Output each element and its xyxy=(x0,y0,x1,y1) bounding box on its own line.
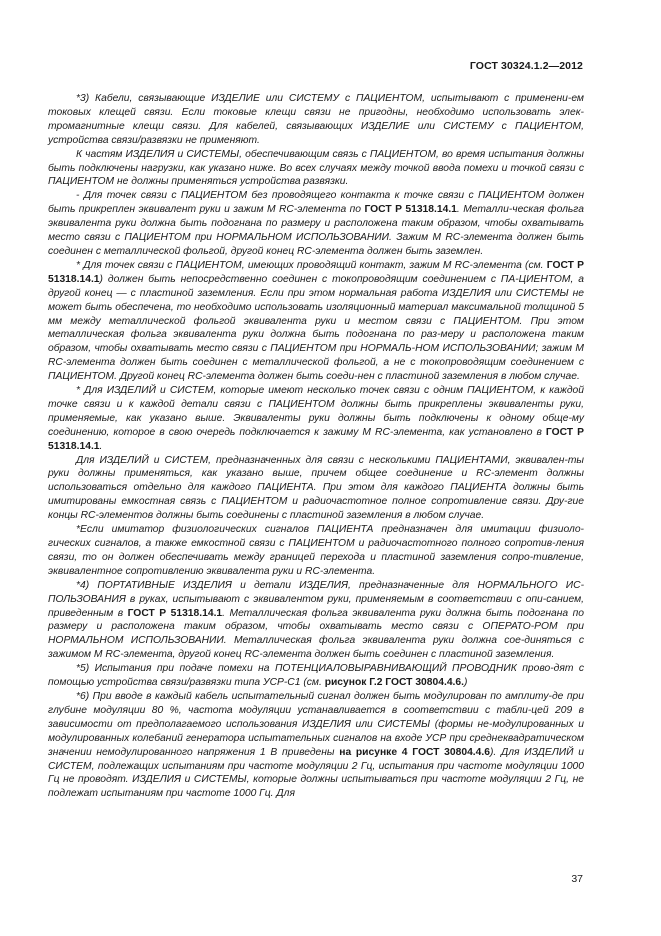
paragraph-text: *4) ПОРТАТИВНЫЕ ИЗДЕЛИЯ и детали ИЗДЕЛИЯ, предназначенные для НОРМАЛЬНОГО ИС-ПОЛЬЗОВАНИЯ в руках, испытывают с эквивалентом руки, применяемым в соответствии с опи-санием, приведенным в xyxy=(48,579,584,619)
standard-reference: ГОСТ Р 51318.14.1 xyxy=(48,426,584,452)
body-paragraph xyxy=(48,148,584,190)
paragraph-text: . Металли-ческая фольга эквивалента руки должна быть подогнана по размеру и расположена таким образом, чтобы охватывать место связи с ПАЦИЕНТОМ при НОРМАЛЬНОМ ИСПОЛЬЗОВАНИИ. Зажим М RC-элемента должен быть соединен с металлической фольгой, другой конец RC-элемента должен быть заземлен. xyxy=(48,204,584,257)
paragraph-text: ). Для ИЗДЕЛИЙ и СИСТЕМ, подлежащих испытаниям при частоте модуляции 2 Гц, испытания при частоте модуляции 1000 Гц не проводят. ИЗДЕЛИЯ и СИСТЕМЫ, которые должны испытываться при частоте модуляции 2 Гц, не подлежат испытаниям при частоте 1000 Гц. Для xyxy=(48,746,584,800)
body-paragraph xyxy=(48,579,584,662)
paragraph-text: ) должен быть непосредственно соединен с токопроводящим соединением с ПА-ЦИЕНТОМ, а другой конец — с пластиной заземления. Если при этом нормальная работа ИЗДЕЛИЯ или СИСТЕМЫ не может быть обеспечена, то необходимо использовать изоляционный материал максимальной толщиной 5 мм между металлической фольгой эквивалента руки и местом связи с ПАЦИЕНТОМ. При этом металлическая фольга эквивалента руки должна быть подогнана по раз-меру и расположена таким образом, чтобы охватывать место связи с ПАЦИЕНТОМ при НОРМАЛЬ-НОМ ИСПОЛЬЗОВАНИИ; зажим М RC-элемента должен быть соединен с металлической фольгой, а не с токопроводящим соединением с ПАЦИЕНТОМ. Другой конец RC-элемента должен быть соеди-нен с пластиной заземления в любом случае. xyxy=(48,273,584,383)
standard-reference: на рисунке 4 ГОСТ 30804.4.6 xyxy=(339,746,490,758)
standard-reference: рисунок Г.2 ГОСТ 30804.4.6. xyxy=(324,677,464,689)
paragraph-text: . Металлическая фольга эквивалента руки должна быть подогнана по размеру и расположена таким образом, чтобы охватывать место связи с ОПЕРАТО-РОМ при НОРМАЛЬНОМ ИСПОЛЬЗОВАНИИ. Металлическая фольга эквивалента руки должна сое-диняться с зажимом М RC-элемента, другой конец RC-элемента должен быть соединен с пластиной заземления. xyxy=(48,607,584,661)
paragraph-text: * Для точек связи с ПАЦИЕНТОМ, имеющих проводящий контакт, зажим М RC-элемента (см. xyxy=(76,259,547,271)
document-body xyxy=(48,92,584,801)
body-paragraph xyxy=(48,454,584,524)
paragraph-text: - Для точек связи с ПАЦИЕНТОМ без проводящего контакта к точке связи с ПАЦИЕНТОМ должен быть прикреплен эквивалент руки и зажим М RC-элемента по xyxy=(48,190,584,216)
paragraph-text: * Для ИЗДЕЛИЙ и СИСТЕМ, которые имеют несколько точек связи с одним ПАЦИЕНТОМ, к каждой точке связи и к каждой детали связи с ПАЦИЕНТОМ должны быть прикреплены эквиваленты руки, применяемые, как указано выше. Эквиваленты руки должны быть подключены к одному обще-му соединению, которое в свою очередь подключается к зажиму М RC-элемента, как установлено в xyxy=(48,385,584,438)
paragraph-text: *Если имитатор физиологических сигналов ПАЦИЕНТА предназначен для имитации физиоло-гических сигналов, а также емкостной связи с ПАЦИЕНТОМ и радиочастотного полного сопротив-ления связи, то он должен обеспечивать между границей перехода и пластиной заземления сопро-тивление, эквивалентное сопротивлению эквивалента руки и RC-элемента. xyxy=(48,524,584,577)
body-paragraph xyxy=(48,384,584,454)
body-paragraph xyxy=(48,662,584,690)
paragraph-text: . xyxy=(99,440,103,452)
paragraph-text: К частям ИЗДЕЛИЯ и СИСТЕМЫ, обеспечивающим связь с ПАЦИЕНТОМ, во время испытания должны быть подключены нагрузки, как указано ниже. Во всех случаях между точкой ввода помехи и точкой связи с ПАЦИЕНТОМ не должны применяться устройства развязки. xyxy=(48,148,584,188)
paragraph-text: ) xyxy=(464,677,468,689)
body-paragraph xyxy=(48,690,584,801)
body-paragraph xyxy=(48,92,584,148)
paragraph-text: Для ИЗДЕЛИЙ и СИСТЕМ, предназначенных для связи с несколькими ПАЦИЕНТАМИ, эквивален-ты руки должны применяться, как указано выше, причем общее соединение и RC-элемент должны использоваться отдельно для каждого ПАЦИЕНТА. При этом для каждого ПАЦИЕНТА должны быть имитированы емкостная связь с ПАЦИЕНТОМ и радиочастотное полное сопротивление связи. Дру-гие концы RC-элементов должны быть соединены с пластиной заземления в любом случае. xyxy=(48,454,584,522)
standard-reference: ГОСТ Р 51318.14.1 xyxy=(48,259,584,285)
standard-designation: ГОСТ 30324.1.2—2012 xyxy=(469,60,583,72)
page-number: 37 xyxy=(571,873,583,885)
standard-reference: ГОСТ Р 51318.14.1 xyxy=(364,204,457,216)
paragraph-text: *6) При вводе в каждый кабель испытательный сигнал должен быть модулирован по амплиту-де при глубине модуляции 80 %, частота модуляции устанавливается в соответствии с табли-цей 209 в зависимости от предполагаемого использования ИЗДЕЛИЯ или СИСТЕМЫ (формы не-модулированных и модулированных колебаний генератора испытательных сигналов на входе УСР при среднеквадратическом значении немодулированного напряжения 1 В приведены xyxy=(48,690,584,758)
standard-reference: ГОСТ Р 51318.14.1 xyxy=(127,607,223,619)
body-paragraph xyxy=(48,523,584,579)
body-paragraph xyxy=(48,259,584,384)
paragraph-text: *5) Испытания при подаче помехи на ПОТЕНЦИАЛОВЫРАВНИВАЮЩИЙ ПРОВОДНИК прово-дят с помощью устройства связи/развязки типа УСР-С1 (см. xyxy=(48,663,584,689)
paragraph-text: *3) Кабели, связывающие ИЗДЕЛИЕ или СИСТЕМУ с ПАЦИЕНТОМ, испытывают с применени-ем токовых клещей связи. Если токовые клещи связи не пригодны, необходимо использовать элек-тромагнитные клещи связи. Для кабелей, связывающих ИЗДЕЛИЕ или СИСТЕМУ с ПАЦИЕНТОМ, устройства связи/развязки не применяют. xyxy=(48,93,584,146)
body-paragraph xyxy=(48,189,584,259)
